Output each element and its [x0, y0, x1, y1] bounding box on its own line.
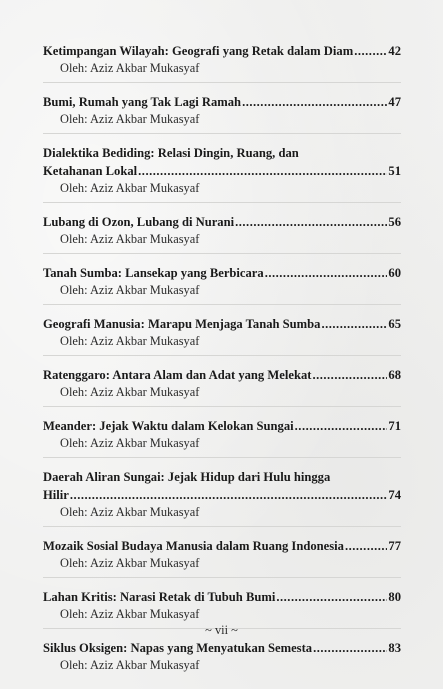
- toc-entry-title-line: [43, 213, 401, 231]
- toc-entry-title-line: [43, 366, 401, 384]
- toc-entry-author: Oleh: Aziz Akbar Mukasyaf: [60, 658, 200, 672]
- dot-leader: [345, 537, 387, 555]
- toc-entry[interactable]: [43, 468, 401, 527]
- toc-entry-title-line: [43, 486, 401, 504]
- toc-entry-title-first-line: Daerah Aliran Sungai: Jejak Hidup dari Hulu hingga: [43, 470, 331, 484]
- toc-entry-author: Oleh: Aziz Akbar Mukasyaf: [60, 607, 200, 621]
- toc-entry[interactable]: [43, 537, 401, 578]
- toc-entry[interactable]: [43, 366, 401, 407]
- toc-entry-title: Geografi Manusia: Marapu Menjaga Tanah Sumba: [43, 317, 321, 331]
- toc-entry[interactable]: [43, 93, 401, 134]
- dot-leader: [354, 42, 387, 60]
- toc-entry-title: Ratenggaro: Antara Alam dan Adat yang Melekat: [43, 368, 312, 382]
- toc-entry-author: Oleh: Aziz Akbar Mukasyaf: [60, 181, 200, 195]
- toc-entry-author: Oleh: Aziz Akbar Mukasyaf: [60, 505, 200, 519]
- dot-leader: [313, 639, 387, 657]
- toc-entry-author: Oleh: Aziz Akbar Mukasyaf: [60, 112, 200, 126]
- toc-entry-title: Hilir: [43, 488, 69, 502]
- toc-entry-author: Oleh: Aziz Akbar Mukasyaf: [60, 385, 200, 399]
- toc-entry-page-number: 83: [388, 641, 401, 655]
- toc-entry-title: Siklus Oksigen: Napas yang Menyatukan Semesta: [43, 641, 313, 655]
- toc-entry[interactable]: [43, 315, 401, 356]
- toc-entry-title: Meander: Jejak Waktu dalam Kelokan Sungai: [43, 419, 294, 433]
- toc-entry-page-number: 65: [388, 317, 401, 331]
- toc-entry-title: Tanah Sumba: Lansekap yang Berbicara: [43, 266, 264, 280]
- toc-entry-author: Oleh: Aziz Akbar Mukasyaf: [60, 556, 200, 570]
- toc-entry-title: Ketimpangan Wilayah: Geografi yang Retak dalam Diam: [43, 44, 354, 58]
- dot-leader: [321, 315, 387, 333]
- toc-entry-page-number: 80: [388, 590, 401, 604]
- toc-entry-title-line: [43, 588, 401, 606]
- toc-entry-page-number: 74: [388, 488, 401, 502]
- toc-entry-author: Oleh: Aziz Akbar Mukasyaf: [60, 232, 200, 246]
- toc-entry-title-first-line: Dialektika Bediding: Relasi Dingin, Ruang, dan: [43, 146, 299, 160]
- toc-entry-author: Oleh: Aziz Akbar Mukasyaf: [60, 61, 200, 75]
- toc-entry-title-line: [43, 264, 401, 282]
- toc-entry-title-line: [43, 42, 401, 60]
- dot-leader: [138, 162, 387, 180]
- toc-entry-page-number: 68: [388, 368, 401, 382]
- toc-entry-page-number: 56: [388, 215, 401, 229]
- dot-leader: [242, 93, 387, 111]
- dot-leader: [276, 588, 387, 606]
- toc-entry[interactable]: [43, 144, 401, 203]
- toc-entry-title-line: [43, 639, 401, 657]
- toc-entry-title: Lahan Kritis: Narasi Retak di Tubuh Bumi: [43, 590, 276, 604]
- dot-leader: [312, 366, 387, 384]
- dot-leader: [235, 213, 387, 231]
- toc-entry-page-number: 51: [388, 164, 401, 178]
- toc-entry-author: Oleh: Aziz Akbar Mukasyaf: [60, 436, 200, 450]
- toc-entry-page-number: 42: [388, 44, 401, 58]
- dot-leader: [70, 486, 388, 504]
- toc-entry-title-line: [43, 93, 401, 111]
- dot-leader: [265, 264, 388, 282]
- toc-entry-title-line: [43, 315, 401, 333]
- toc-entry-author: Oleh: Aziz Akbar Mukasyaf: [60, 334, 200, 348]
- toc-entry-author: Oleh: Aziz Akbar Mukasyaf: [60, 283, 200, 297]
- toc-entry-page-number: 60: [388, 266, 401, 280]
- toc-entry[interactable]: [43, 264, 401, 305]
- toc-entry-title: Lubang di Ozon, Lubang di Nurani: [43, 215, 235, 229]
- toc-entry-page-number: 77: [388, 539, 401, 553]
- toc-entry-page-number: 47: [388, 95, 401, 109]
- toc-entry-title: Ketahanan Lokal: [43, 164, 138, 178]
- page-number-footer: ~ vii ~: [205, 623, 238, 637]
- toc-entry-title-line: [43, 537, 401, 555]
- dot-leader: [295, 417, 388, 435]
- toc-entry-title: Mozaik Sosial Budaya Manusia dalam Ruang Indonesia: [43, 539, 344, 553]
- toc-entry-title-line: [43, 162, 401, 180]
- toc-entry[interactable]: [43, 417, 401, 458]
- toc-entry-page-number: 71: [388, 419, 401, 433]
- toc-entry[interactable]: [43, 639, 401, 679]
- toc-entry[interactable]: [43, 42, 401, 83]
- toc-entry-title: Bumi, Rumah yang Tak Lagi Ramah: [43, 95, 242, 109]
- table-of-contents: [43, 42, 401, 689]
- toc-entry-title-line: [43, 417, 401, 435]
- toc-entry[interactable]: [43, 213, 401, 254]
